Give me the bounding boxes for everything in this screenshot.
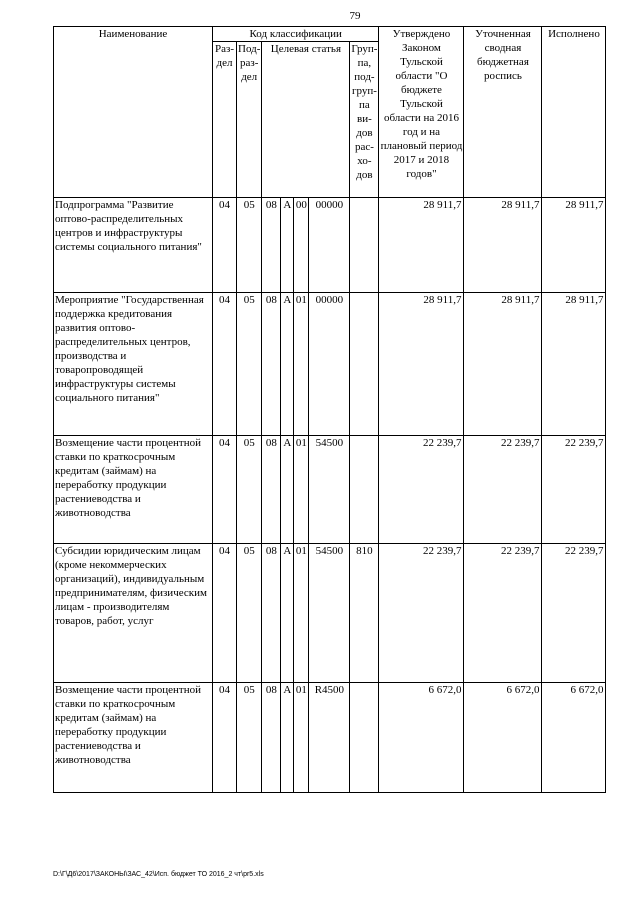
table-row [54, 544, 606, 683]
row-approved: 28 911,7 [379, 198, 464, 293]
header-refined: Уточненная сводная бюджетная роспись [464, 27, 542, 198]
row-section: 04 [213, 436, 237, 544]
row-approved: 22 239,7 [379, 544, 464, 683]
header-subsection: Под-раз-дел [237, 42, 262, 198]
row-approved: 28 911,7 [379, 293, 464, 436]
row-target-event: 01 [294, 683, 309, 793]
row-target-letter: А [281, 293, 294, 436]
row-target-program: 08 [262, 293, 281, 436]
row-subsection: 05 [237, 683, 262, 793]
header-section: Раз-дел [213, 42, 237, 198]
row-target-code: R4500 [309, 683, 350, 793]
budget-table [53, 26, 606, 793]
row-target-program: 08 [262, 436, 281, 544]
row-section: 04 [213, 198, 237, 293]
row-subsection: 05 [237, 544, 262, 683]
row-refined: 28 911,7 [464, 198, 542, 293]
row-target-letter: А [281, 683, 294, 793]
row-expense-group: 810 [350, 544, 379, 683]
table-row [54, 198, 606, 293]
row-section: 04 [213, 683, 237, 793]
row-name: Субсидии юридическим лицам (кроме некоммерческих организаций), индивидуальным предпринимателям, физическим лицам - производителям товаров, работ, услуг [54, 544, 213, 683]
row-target-code: 00000 [309, 293, 350, 436]
row-subsection: 05 [237, 293, 262, 436]
header-target-article: Целевая статья [262, 42, 350, 198]
file-path-footer: D:\Г\Д6\2017\ЗАКОНЫ\ЗАС_42\Исп. бюджет ТО 2016_2 чт\pr5.xls [53, 871, 264, 878]
row-expense-group [350, 293, 379, 436]
row-target-letter: А [281, 436, 294, 544]
row-subsection: 05 [237, 436, 262, 544]
row-executed: 28 911,7 [542, 198, 606, 293]
header-name: Наименование [54, 27, 213, 198]
row-expense-group [350, 198, 379, 293]
row-expense-group [350, 436, 379, 544]
row-executed: 22 239,7 [542, 544, 606, 683]
page-number: 79 [349, 10, 361, 22]
row-section: 04 [213, 293, 237, 436]
table-row [54, 683, 606, 793]
row-name: Подпрограмма "Развитие оптово-распределительных центров и инфраструктуры системы социального питания" [54, 198, 213, 293]
row-refined: 22 239,7 [464, 544, 542, 683]
row-executed: 28 911,7 [542, 293, 606, 436]
row-target-letter: А [281, 544, 294, 683]
row-expense-group [350, 683, 379, 793]
row-executed: 6 672,0 [542, 683, 606, 793]
row-refined: 28 911,7 [464, 293, 542, 436]
row-target-event: 01 [294, 293, 309, 436]
row-refined: 22 239,7 [464, 436, 542, 544]
row-target-program: 08 [262, 544, 281, 683]
row-executed: 22 239,7 [542, 436, 606, 544]
row-target-letter: А [281, 198, 294, 293]
row-target-event: 01 [294, 436, 309, 544]
table-row [54, 436, 606, 544]
row-target-program: 08 [262, 198, 281, 293]
row-target-code: 54500 [309, 544, 350, 683]
row-name: Возмещение части процентной ставки по краткосрочным кредитам (займам) на переработку продукции растениеводства и животноводства [54, 436, 213, 544]
row-target-code: 00000 [309, 198, 350, 293]
row-target-program: 08 [262, 683, 281, 793]
row-target-event: 00 [294, 198, 309, 293]
table-row [54, 293, 606, 436]
row-approved: 22 239,7 [379, 436, 464, 544]
row-name: Мероприятие "Государственная поддержка кредитования развития оптово-распределительных центров, производства и товаропроводящей инфраструктуры системы социального питания" [54, 293, 213, 436]
row-approved: 6 672,0 [379, 683, 464, 793]
header-classification: Код классификации [213, 27, 379, 42]
header-approved: Утверждено Законом Тульской области "О бюджете Тульской области на 2016 год и на плановый период 2017 и 2018 годов" [379, 27, 464, 198]
row-subsection: 05 [237, 198, 262, 293]
header-executed: Исполнено [542, 27, 606, 198]
row-name: Возмещение части процентной ставки по краткосрочным кредитам (займам) на переработку продукции растениеводства и животноводства [54, 683, 213, 793]
row-section: 04 [213, 544, 237, 683]
row-refined: 6 672,0 [464, 683, 542, 793]
row-target-event: 01 [294, 544, 309, 683]
row-target-code: 54500 [309, 436, 350, 544]
header-expense-group: Груп-па, под-груп-па ви-дов рас-хо-дов [350, 42, 379, 198]
